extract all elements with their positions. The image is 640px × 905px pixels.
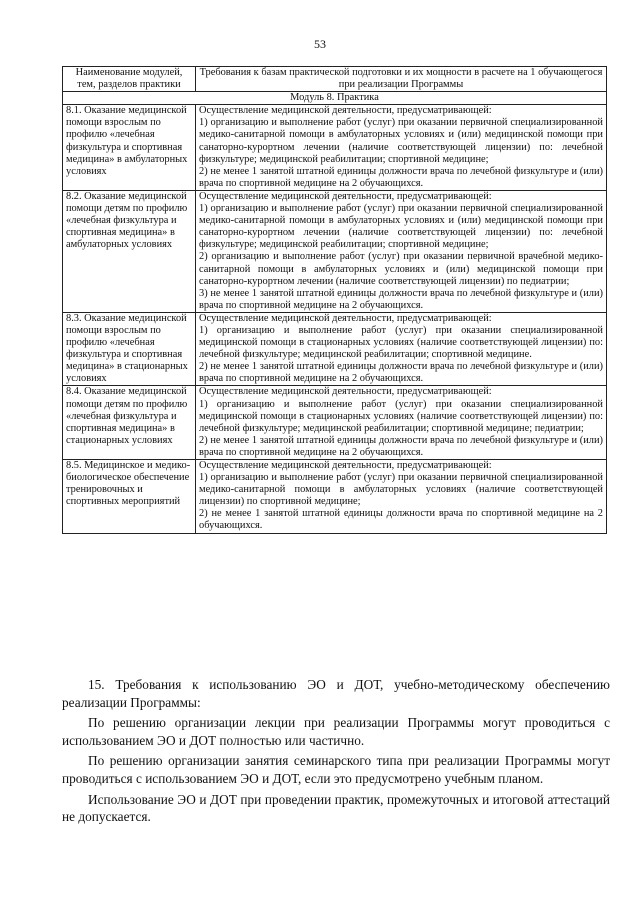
table-header-row bbox=[63, 67, 607, 92]
requirement-line: Осуществление медицинской деятельности, предусматривающей: bbox=[199, 312, 492, 324]
section-15-heading: 15. Требования к использованию ЭО и ДОТ, учебно-методическому обеспечению реализации Программы: bbox=[62, 677, 610, 710]
requirement-line: Осуществление медицинской деятельности, предусматривающей: bbox=[199, 460, 492, 471]
row-name: 8.1. Оказание медицинской помощи взрослым по профилю «лечебная физкультура и спортивная медицина» в амбулаторных условиях bbox=[63, 105, 196, 191]
section-15 bbox=[62, 676, 610, 829]
requirement-line: 2) не менее 1 занятой штатной единицы должности врача по спортивной медицине на 2 обучающихся. bbox=[199, 508, 603, 532]
requirement-line: 3) не менее 1 занятой штатной единицы должности врача по лечебной физкультуре и (или) врача по спортивной медицине на 2 обучающихся. bbox=[199, 287, 603, 311]
requirement-line: 1) организацию и выполнение работ (услуг) при оказании первичной специализированной медико-санитарной помощи в амбулаторных условиях и (или) медицинской помощи при санаторно-курортном лечении (наличие соответствующей лицензии) по: лечебной физкультуре; медицинской реабилитации; спортивной медицине; bbox=[199, 203, 603, 251]
header-module-names: Наименование модулей, тем, разделов практики bbox=[63, 67, 196, 92]
section-15-paragraph: Использование ЭО и ДОТ при проведении практик, промежуточных и итоговой аттестаций не допускается. bbox=[62, 791, 610, 825]
requirement-line: Осуществление медицинской деятельности, предусматривающей: bbox=[199, 190, 492, 202]
module-title: Модуль 8. Практика bbox=[63, 92, 607, 105]
requirement-line: 1) организацию и выполнение работ (услуг) при оказании специализированной медицинской помощи в стационарных условиях (наличие соответствующей лицензии) по: лечебной физкультуре; медицинской реабилитации; спортивной медицине. bbox=[199, 324, 603, 361]
table-row bbox=[63, 460, 607, 534]
requirement-line: 1) организацию и выполнение работ (услуг) при оказании первичной специализированной медико-санитарной помощи в амбулаторных условиях и (или) медицинской помощи при санаторно-курортном лечении (наличие соответствующей лицензии) по: лечебной физкультуре; медицинской реабилитации; спортивной медицине; bbox=[199, 117, 603, 165]
module-title-row bbox=[63, 92, 607, 105]
section-15-paragraph: По решению организации занятия семинарского типа при реализации Программы могут проводиться с использованием ЭО и ДОТ, если это предусмотрено учебным планом. bbox=[62, 753, 610, 786]
page-number: 53 bbox=[314, 37, 326, 51]
table-row bbox=[63, 312, 607, 386]
requirement-line: 2) не менее 1 занятой штатной единицы должности врача по лечебной физкультуре и (или) врача по спортивной медицине на 2 обучающихся. bbox=[199, 434, 603, 458]
row-requirements bbox=[196, 105, 607, 191]
section-15-paragraph: По решению организации лекции при реализации Программы могут проводиться с использованием ЭО и ДОТ полностью или частично. bbox=[62, 715, 610, 748]
row-requirements bbox=[196, 312, 607, 386]
row-requirements bbox=[196, 386, 607, 460]
table-row bbox=[63, 105, 607, 191]
requirement-line: 2) не менее 1 занятой штатной единицы должности врача по лечебной физкультуре и (или) врача по спортивной медицине на 2 обучающихся. bbox=[199, 361, 603, 385]
table-row bbox=[63, 386, 607, 460]
row-name: 8.2. Оказание медицинской помощи детям по профилю «лечебная физкультура и спортивная медицина» в амбулаторных условиях bbox=[63, 190, 196, 312]
practice-requirements-table bbox=[62, 66, 607, 534]
row-name: 8.4. Оказание медицинской помощи детям по профилю «лечебная физкультура и спортивная медицина» в стационарных условиях bbox=[63, 386, 196, 460]
header-requirements: Требования к базам практической подготовки и их мощности в расчете на 1 обучающегося при реализации Программы bbox=[196, 67, 607, 92]
requirement-line: 1) организацию и выполнение работ (услуг) при оказании специализированной медицинской помощи в стационарных условиях (наличие соответствующей лицензии) по: лечебной физкультуре; медицинской реабилитации; спортивной медицине; педиатрии; bbox=[199, 398, 603, 434]
requirement-line: 2) не менее 1 занятой штатной единицы должности врача по лечебной физкультуре и (или) врача по спортивной медицине на 2 обучающихся. bbox=[199, 165, 603, 189]
row-requirements bbox=[196, 190, 607, 312]
requirement-line: 1) организацию и выполнение работ (услуг) при оказании первичной специализированной медико-санитарной помощи в амбулаторных условиях (наличие соответствующей лицензии) по спортивной медицине; bbox=[199, 472, 603, 508]
row-requirements bbox=[196, 460, 607, 534]
requirement-line: 2) организацию и выполнение работ (услуг) при оказании первичной врачебной медико-санитарной помощи в амбулаторных условиях и (или) медицинской помощи при санаторно-курортном лечении (наличие соответствующей лицензии) по педиатрии; bbox=[199, 251, 603, 287]
requirement-line: Осуществление медицинской деятельности, предусматривающей: bbox=[199, 105, 492, 117]
row-name: 8.3. Оказание медицинской помощи взрослым по профилю «лечебная физкультура и спортивная медицина» в стационарных условиях bbox=[63, 312, 196, 386]
requirement-line: Осуществление медицинской деятельности, предусматривающей: bbox=[199, 386, 492, 398]
table-row bbox=[63, 190, 607, 312]
row-name: 8.5. Медицинское и медико-биологическое обеспечение тренировочных и спортивных мероприятий bbox=[63, 460, 196, 534]
